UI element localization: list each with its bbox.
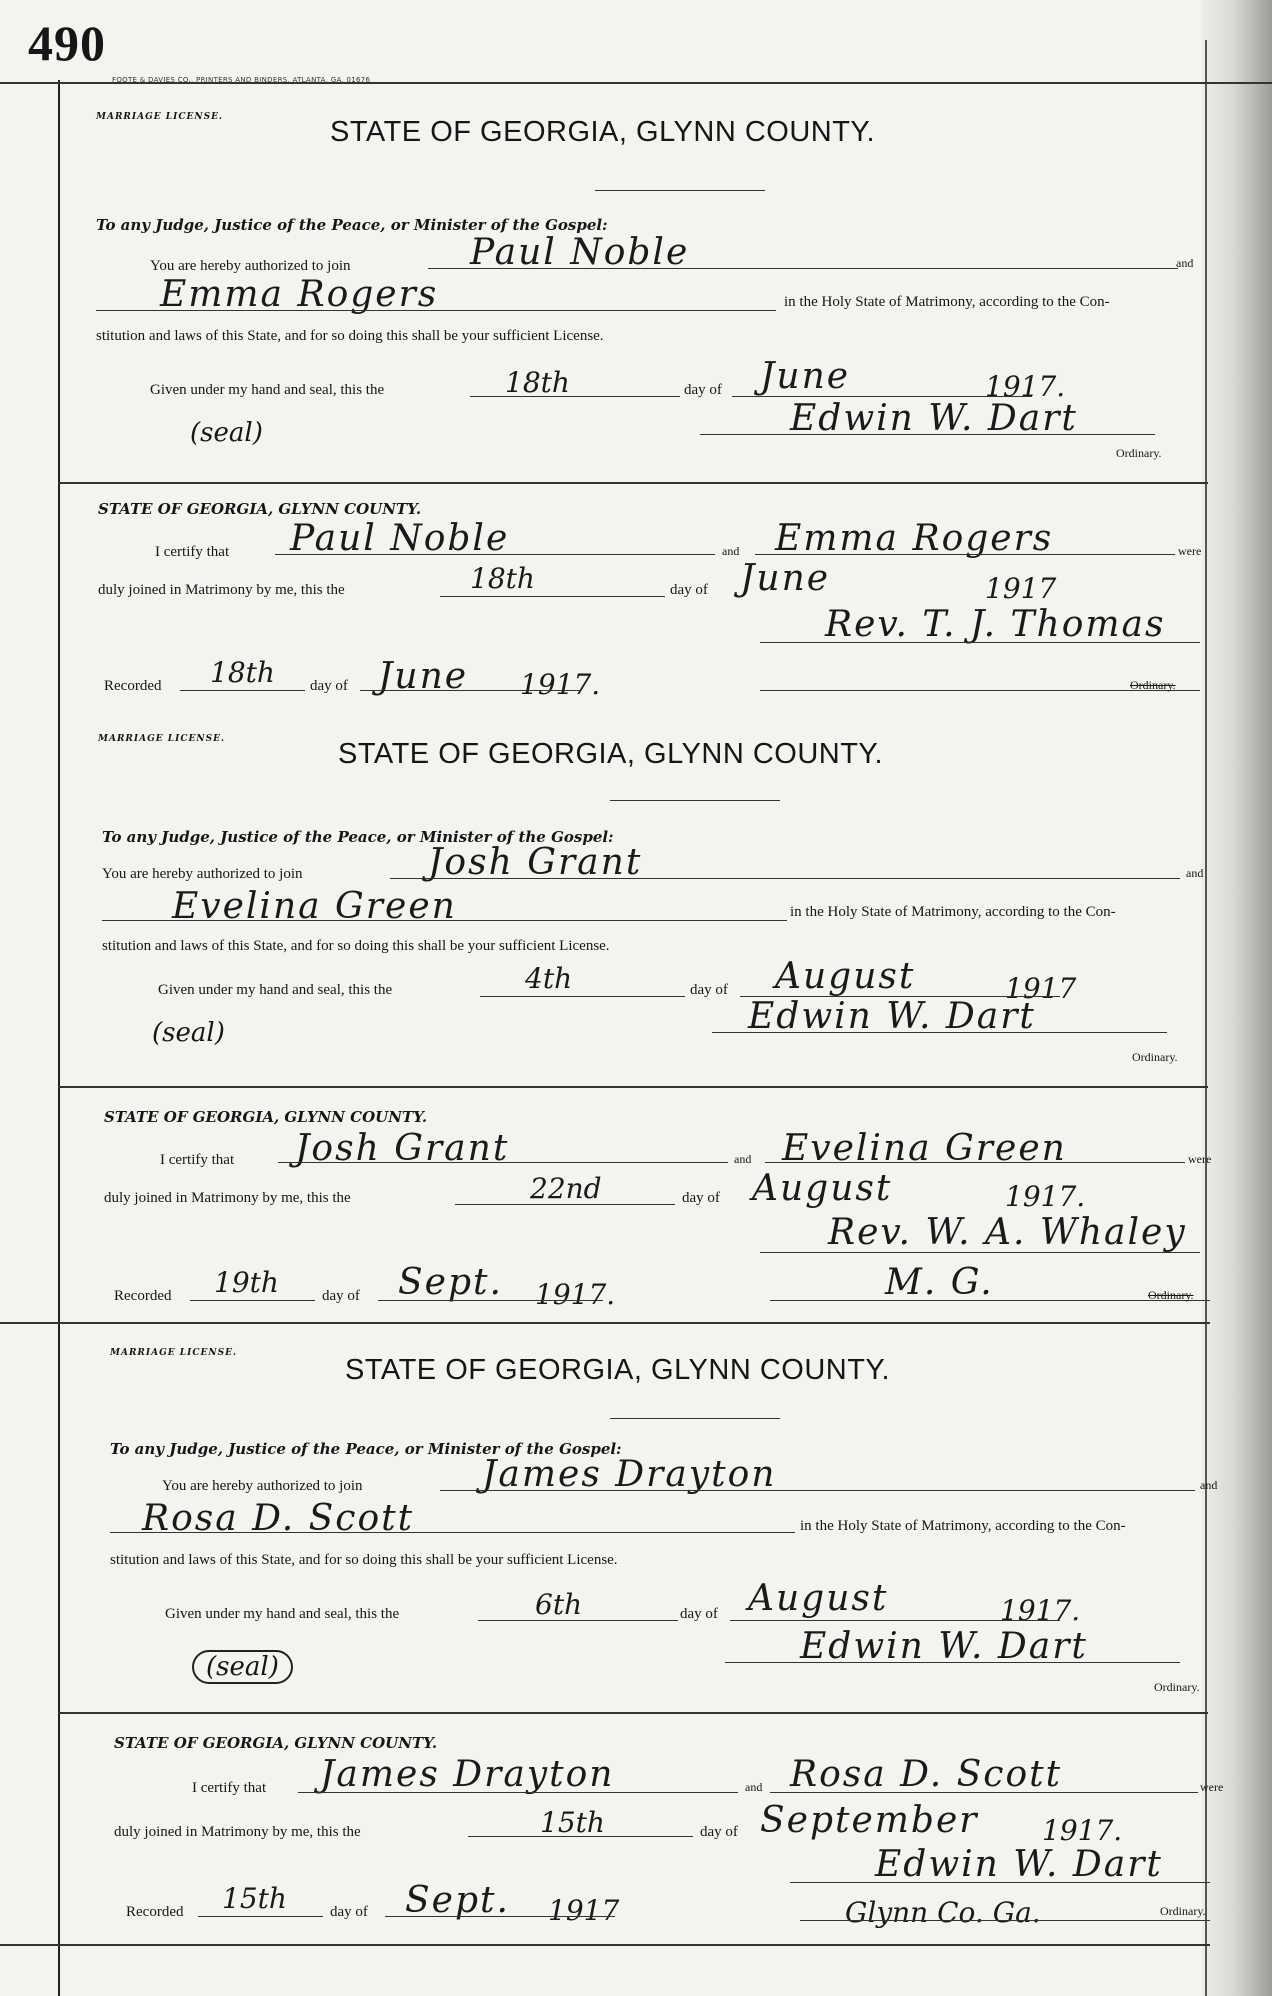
- married-month: June: [740, 558, 831, 599]
- section-divider: [58, 482, 1208, 484]
- ordinary-sig-line: [725, 1662, 1180, 1663]
- groom-line: [440, 1490, 1195, 1491]
- ordinary-signature: Edwin W. Dart: [790, 398, 1078, 439]
- recorded-year: 1917.: [535, 1278, 616, 1311]
- recorded-year: 1917.: [520, 668, 601, 701]
- married-day: 22nd: [530, 1172, 602, 1205]
- certificate-heading: STATE OF GEORGIA, GLYNN COUNTY.: [98, 500, 422, 518]
- day-of-label-2: day of: [700, 1824, 738, 1840]
- recorded-label: Recorded: [114, 1288, 172, 1304]
- license-year: 1917.: [1000, 1594, 1081, 1627]
- license-year: 1917.: [985, 370, 1066, 403]
- married-year: 1917.: [1042, 1814, 1123, 1847]
- groom-name: Josh Grant: [428, 842, 643, 883]
- license-title: STATE OF GEORGIA, GLYNN COUNTY.: [338, 738, 884, 770]
- page-edge-shadow: [1202, 0, 1272, 1996]
- recorded-day: 15th: [222, 1882, 287, 1915]
- section-divider: [58, 1086, 1208, 1088]
- title-underline: [595, 190, 765, 191]
- cert-groom: James Drayton: [320, 1754, 615, 1795]
- certificate-heading: STATE OF GEORGIA, GLYNN COUNTY.: [114, 1734, 438, 1752]
- recorded-label: Recorded: [126, 1904, 184, 1920]
- married-day-line: [440, 596, 665, 597]
- bride-line: [96, 310, 776, 311]
- page-number: 490: [28, 15, 106, 71]
- bride-line: [102, 920, 787, 921]
- and-label-2: and: [745, 1780, 763, 1794]
- addressee-line: To any Judge, Justice of the Peace, or Minister of the Gospel:: [110, 1440, 622, 1458]
- recorded-label: Recorded: [104, 678, 162, 694]
- license-title: STATE OF GEORGIA, GLYNN COUNTY.: [345, 1354, 891, 1386]
- duly-label: duly joined in Matrimony by me, this the: [114, 1824, 361, 1840]
- license-day-line: [480, 996, 685, 997]
- recorded-day-line: [198, 1916, 323, 1917]
- cert-bride: Rosa D. Scott: [790, 1754, 1063, 1795]
- seal-mark: (seal): [192, 1650, 293, 1684]
- were-label: were: [1188, 1152, 1212, 1166]
- and-label-2: and: [722, 544, 740, 558]
- cert-groom-line: [275, 554, 715, 555]
- cert-groom-line: [298, 1792, 738, 1793]
- and-label-2: and: [734, 1152, 752, 1166]
- duly-label: duly joined in Matrimony by me, this the: [104, 1190, 351, 1206]
- officiant-title: M. G.: [885, 1262, 994, 1303]
- married-day: 15th: [540, 1806, 605, 1839]
- certify-label: I certify that: [192, 1780, 267, 1796]
- license-tag: MARRIAGE LICENSE.: [96, 112, 224, 122]
- cert-bride-line: [755, 554, 1175, 555]
- seal-mark: (seal): [152, 1018, 225, 1048]
- title-underline: [610, 1418, 780, 1419]
- cert-bride: Emma Rogers: [775, 518, 1054, 559]
- ordinary-label: Ordinary.: [1154, 1680, 1200, 1694]
- officiant-line: [760, 1252, 1200, 1253]
- day-of-label-2: day of: [682, 1190, 720, 1206]
- record-divider: [0, 1322, 1210, 1324]
- groom-name: Paul Noble: [470, 232, 690, 273]
- recorded-county-signature: Glynn Co. Ga.: [845, 1896, 1041, 1929]
- license-month: August: [775, 956, 916, 997]
- day-of-label-2: day of: [670, 582, 708, 598]
- ordinary-label-2: Ordinary.: [1148, 1288, 1194, 1302]
- given-label: Given under my hand and seal, this the: [165, 1606, 400, 1622]
- bride-name: Emma Rogers: [160, 274, 439, 315]
- ordinary-signature: Edwin W. Dart: [748, 996, 1036, 1037]
- stitution-label: stitution and laws of this State, and for so doing this shall be your sufficient License.: [102, 938, 610, 954]
- recorded-month-line: [378, 1300, 603, 1301]
- authorized-label: You are hereby authorized to join: [150, 258, 351, 274]
- section-divider: [58, 1712, 1208, 1714]
- married-day: 18th: [470, 562, 535, 595]
- ordinary-label-2: Ordinary.: [1130, 678, 1176, 692]
- printer-imprint: FOOTE & DAVIES CO., PRINTERS AND BINDERS, ATLANTA, GA. 01676: [112, 76, 371, 84]
- license-month-line: [730, 1620, 1060, 1621]
- groom-line: [428, 268, 1178, 269]
- stitution-label: stitution and laws of this State, and for so doing this shall be your sufficient License.: [96, 328, 604, 344]
- married-month: September: [760, 1800, 979, 1841]
- recorded-month-line: [360, 690, 580, 691]
- given-label: Given under my hand and seal, this the: [158, 982, 393, 998]
- married-year: 1917.: [1005, 1180, 1086, 1213]
- were-label: were: [1178, 544, 1202, 558]
- license-day: 6th: [535, 1588, 583, 1621]
- recorded-sig-line: [800, 1920, 1210, 1921]
- day-of-label-3: day of: [322, 1288, 360, 1304]
- day-of-label: day of: [680, 1606, 718, 1622]
- license-day-line: [470, 396, 680, 397]
- license-title: STATE OF GEORGIA, GLYNN COUNTY.: [330, 116, 876, 148]
- duly-label: duly joined in Matrimony by me, this the: [98, 582, 345, 598]
- and-label: and: [1176, 256, 1194, 270]
- authorized-label: You are hereby authorized to join: [102, 866, 303, 882]
- cert-bride-line: [770, 1792, 1198, 1793]
- right-margin-rule: [1205, 40, 1207, 1996]
- recorded-day: 19th: [214, 1266, 279, 1299]
- married-month: August: [752, 1168, 893, 1209]
- day-of-label-3: day of: [310, 678, 348, 694]
- holy-state-label: in the Holy State of Matrimony, according to the Con-: [800, 1518, 1126, 1534]
- day-of-label-3: day of: [330, 1904, 368, 1920]
- addressee-line: To any Judge, Justice of the Peace, or Minister of the Gospel:: [96, 216, 608, 234]
- groom-name: James Drayton: [482, 1454, 777, 1495]
- title-underline: [610, 800, 780, 801]
- certify-label: I certify that: [160, 1152, 235, 1168]
- recorded-month: June: [378, 656, 469, 697]
- bride-line: [110, 1532, 795, 1533]
- authorized-label: You are hereby authorized to join: [162, 1478, 363, 1494]
- holy-state-label: in the Holy State of Matrimony, according to the Con-: [790, 904, 1116, 920]
- officiant-line: [760, 642, 1200, 643]
- recorded-day-line: [180, 690, 305, 691]
- day-of-label: day of: [690, 982, 728, 998]
- bottom-rule: [0, 1944, 1210, 1946]
- ordinary-signature: Edwin W. Dart: [800, 1626, 1088, 1667]
- married-day-line: [455, 1204, 675, 1205]
- bride-name: Evelina Green: [172, 886, 457, 927]
- and-label: and: [1200, 1478, 1218, 1492]
- groom-line: [390, 878, 1180, 879]
- officiant-signature: Edwin W. Dart: [875, 1844, 1163, 1885]
- ordinary-sig-line: [712, 1032, 1167, 1033]
- cert-groom: Paul Noble: [290, 518, 510, 559]
- license-tag: MARRIAGE LICENSE.: [110, 1348, 238, 1358]
- bride-name: Rosa D. Scott: [142, 1498, 415, 1539]
- seal-mark: (seal): [190, 418, 263, 448]
- recorded-month-line: [385, 1916, 615, 1917]
- recorded-month: Sept.: [405, 1880, 510, 1921]
- license-tag: MARRIAGE LICENSE.: [98, 734, 226, 744]
- license-month: August: [748, 1578, 889, 1619]
- left-margin-rule: [58, 80, 60, 1996]
- officiant-signature: Rev. W. A. Whaley: [828, 1212, 1187, 1253]
- cert-bride-line: [765, 1162, 1185, 1163]
- license-day: 18th: [505, 366, 570, 399]
- ordinary-label-2: Ordinary.: [1160, 1904, 1206, 1918]
- and-label: and: [1186, 866, 1204, 880]
- license-day-line: [478, 1620, 678, 1621]
- holy-state-label: in the Holy State of Matrimony, according to the Con-: [784, 294, 1110, 310]
- license-day: 4th: [525, 962, 573, 995]
- were-label: were: [1200, 1780, 1224, 1794]
- certify-label: I certify that: [155, 544, 230, 560]
- addressee-line: To any Judge, Justice of the Peace, or Minister of the Gospel:: [102, 828, 614, 846]
- recorded-year: 1917: [548, 1894, 620, 1927]
- license-month-line: [732, 396, 1032, 397]
- license-year: 1917: [1005, 972, 1077, 1005]
- married-day-line: [468, 1836, 693, 1837]
- recorded-sig-line: [770, 1300, 1210, 1301]
- cert-groom-line: [278, 1162, 728, 1163]
- cert-bride: Evelina Green: [782, 1128, 1067, 1169]
- recorded-day-line: [190, 1300, 315, 1301]
- recorded-day: 18th: [210, 656, 275, 689]
- stitution-label: stitution and laws of this State, and for so doing this shall be your sufficient License.: [110, 1552, 618, 1568]
- married-year: 1917: [985, 572, 1057, 605]
- ordinary-label: Ordinary.: [1132, 1050, 1178, 1064]
- cert-groom: Josh Grant: [295, 1128, 510, 1169]
- given-label: Given under my hand and seal, this the: [150, 382, 385, 398]
- ordinary-sig-line: [700, 434, 1155, 435]
- certificate-heading: STATE OF GEORGIA, GLYNN COUNTY.: [104, 1108, 428, 1126]
- recorded-month: Sept.: [398, 1262, 503, 1303]
- ordinary-label: Ordinary.: [1116, 446, 1162, 460]
- day-of-label: day of: [684, 382, 722, 398]
- officiant-line: [790, 1882, 1210, 1883]
- officiant-signature: Rev. T. J. Thomas: [825, 604, 1166, 645]
- license-month: June: [760, 356, 851, 397]
